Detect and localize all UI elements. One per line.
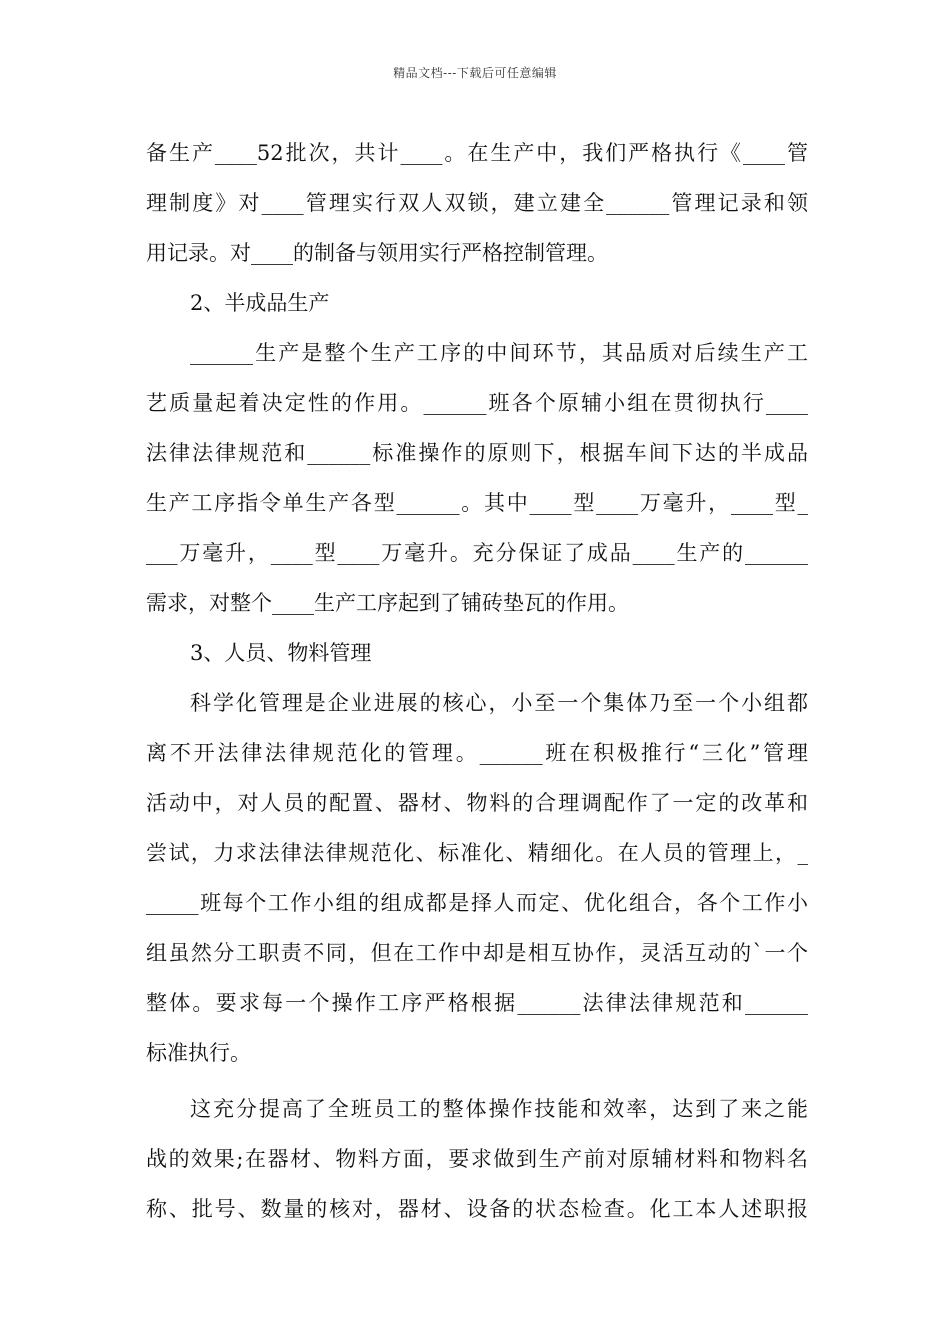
text-line: 标准执行。 (146, 1041, 251, 1065)
text-line: 艺质量起着决定性的作用。______班各个原辅小组在贯彻执行____ (146, 391, 808, 415)
text-line: ______生产是整个生产工序的中间环节，其品质对后续生产工 (190, 341, 808, 365)
text-line: ___万毫升，____型____万毫升。充分保证了成品____生产的______ (146, 541, 808, 565)
text-line: 理制度》对____管理实行双人双锁，建立建全______管理记录和领 (146, 191, 808, 215)
document-body (146, 128, 808, 1234)
text-line: 用记录。对____的制备与领用实行严格控制管理。 (146, 241, 608, 265)
text-line: 法律法律规范和______标准操作的原则下，根据车间下达的半成品 (146, 441, 808, 465)
text-line: 备生产____52批次，共计____。在生产中，我们严格执行《____管 (146, 141, 808, 165)
text-line: _____班每个工作小组的组成都是择人而定、优化组合，各个工作小 (146, 891, 808, 915)
text-line: 科学化管理是企业进展的核心，小至一个集体乃至一个小组都 (190, 691, 808, 715)
text-line: 需求，对整个____生产工序起到了铺砖垫瓦的作用。 (146, 591, 629, 615)
section-heading: 3、人员、物料管理 (190, 641, 372, 665)
text-line: 战的效果;在器材、物料方面，要求做到生产前对原辅材料和物料名 (146, 1147, 808, 1171)
text-line: 整体。要求每一个操作工序严格根据______法律法律规范和______ (146, 991, 808, 1015)
text-line: 组虽然分工职责不同，但在工作中却是相互协作，灵活互动的`一个 (146, 941, 808, 965)
text-line: 称、批号、数量的核对，器材、设备的状态检查。化工本人述职报 (146, 1197, 808, 1221)
text-line: 活动中，对人员的配置、器材、物料的合理调配作了一定的改革和 (146, 791, 808, 815)
text-line: 尝试，力求法律法律规范化、标准化、精细化。在人员的管理上，_ (146, 841, 808, 865)
section-heading: 2、半成品生产 (190, 291, 330, 315)
page-header: 精品文档---下载后可任意编辑 (393, 66, 557, 80)
text-line: 生产工序指令单生产各型______。其中____型____万毫升，____型_ (146, 491, 808, 515)
text-line: 离不开法律法律规范化的管理。______班在积极推行“三化”管理 (146, 741, 808, 765)
text-line: 这充分提高了全班员工的整体操作技能和效率，达到了来之能 (190, 1097, 808, 1121)
